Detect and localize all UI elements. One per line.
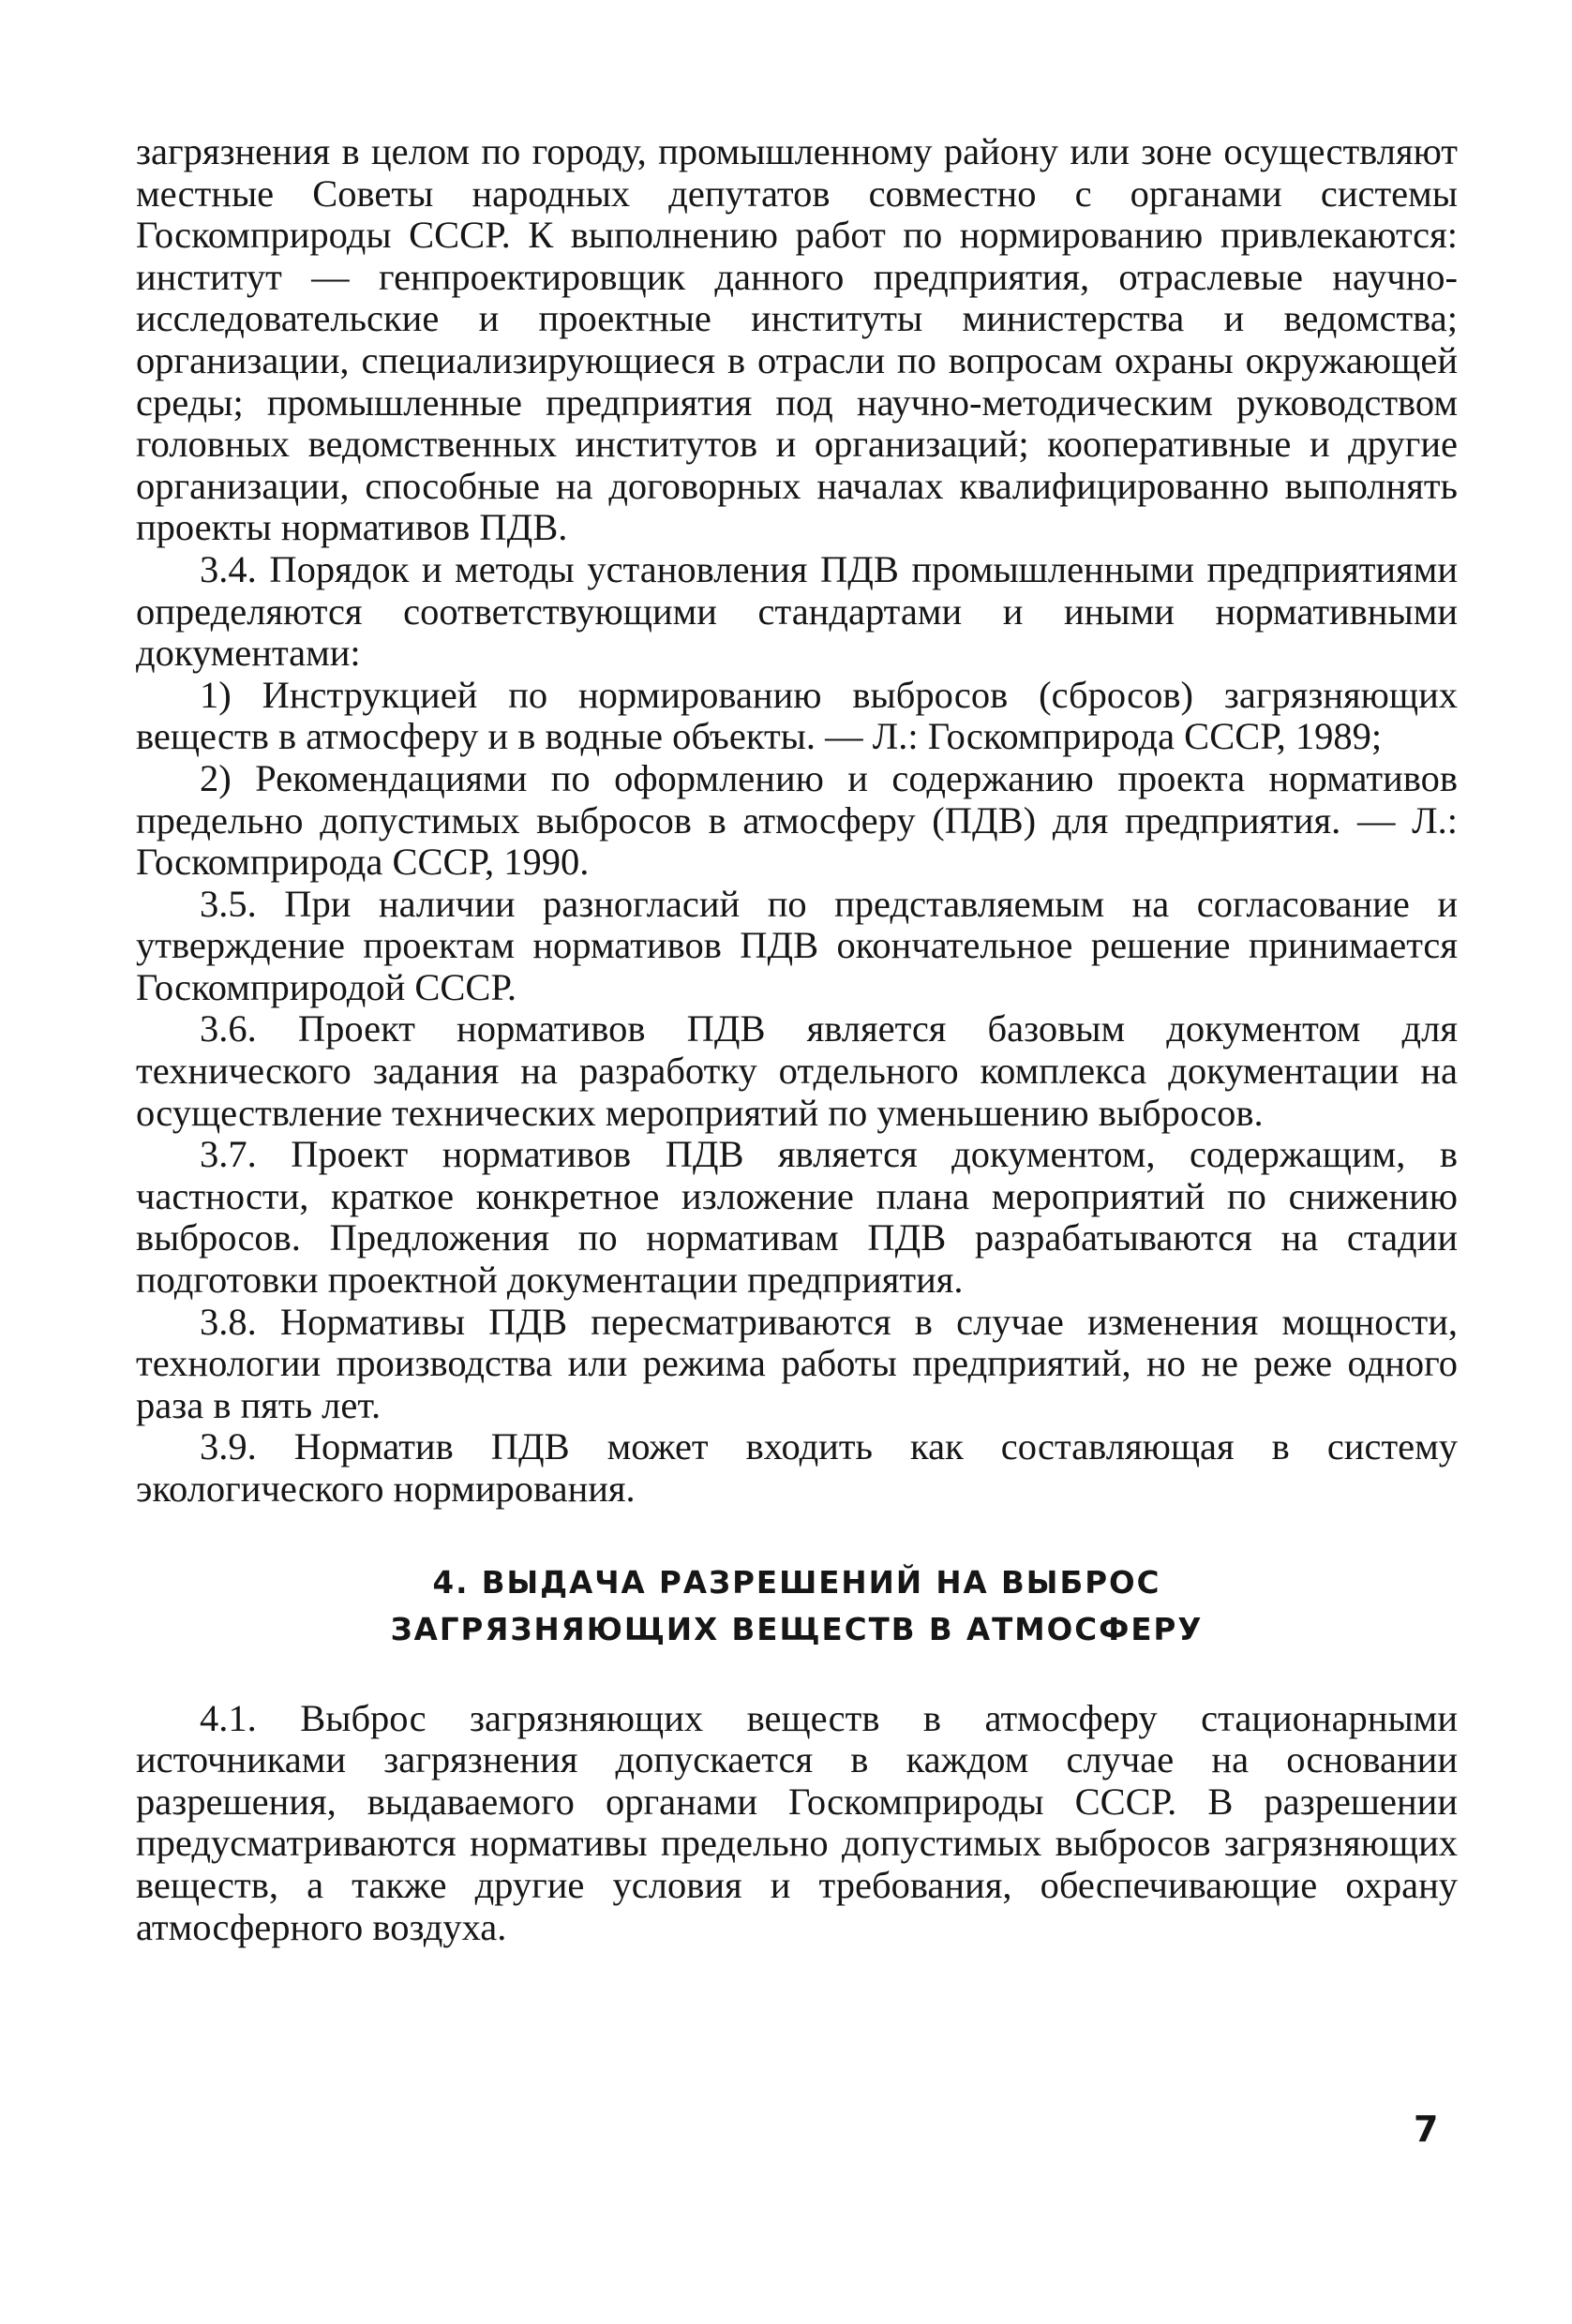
paragraph-3-9: 3.9. Норматив ПДВ может входить как составляющая в систему экологического нормирования.: [136, 1425, 1458, 1510]
paragraph-3-5: 3.5. При наличии разногласий по представляемым на согласование и утверждение проектам нормативов ПДВ окончательное решение принимается Госкомприродой СССР.: [136, 882, 1458, 1008]
section-heading-line-1: 4. ВЫДАЧА РАЗРЕШЕНИЙ НА ВЫБРОС: [432, 1564, 1161, 1601]
paragraph-continuation: загрязнения в целом по городу, промышленному району или зоне осуществляют местные Советы народных депутатов совместно с органами системы Госкомприроды СССР. К выполнению работ по нормированию привлекаются: институт — генпроектировщик данного предприятия, отраслевые научно-исследовательские и проектные институты министерства и ведомства; организации, специализирующиеся в отрасли по вопросам охраны окружающей среды; промышленные предприятия под научно-методическим руководством головных ведомственных институтов и организаций; кооперативные и другие организации, способные на договорных началах квалифицированно выполнять проекты нормативов ПДВ.: [136, 130, 1458, 549]
section-heading-line-2: ЗАГРЯЗНЯЮЩИХ ВЕЩЕСТВ В АТМОСФЕРУ: [390, 1611, 1204, 1647]
page-number: 7: [1414, 2108, 1439, 2150]
section-heading: [136, 1559, 1458, 1653]
paragraph-3-7: 3.7. Проект нормативов ПДВ является документом, содержащим, в частности, краткое конкретное изложение плана мероприятий по снижению выбросов. Предложения по нормативам ПДВ разрабатываются на стадии подготовки проектной документации предприятия.: [136, 1133, 1458, 1302]
list-item-1: 1) Инструкцией по нормированию выбросов (сбросов) загрязняющих веществ в атмосферу и в водные объекты. — Л.: Госкомприрода СССР, 1989;: [136, 673, 1458, 758]
paragraph-4-1: 4.1. Выброс загрязняющих веществ в атмосферу стационарными источниками загрязнения допускается в каждом случае на основании разрешения, выдаваемого органами Госкомприроды СССР. В разрешении предусматриваются нормативы предельно допустимых выбросов загрязняющих веществ, а также другие условия и требования, обеспечивающие охрану атмосферного воздуха.: [136, 1696, 1458, 1948]
list-item-2: 2) Рекомендациями по оформлению и содержанию проекта нормативов предельно допустимых выбросов в атмосферу (ПДВ) для предприятия. — Л.: Госкомприрода СССР, 1990.: [136, 756, 1458, 884]
paragraph-3-8: 3.8. Нормативы ПДВ пересматриваются в случае изменения мощности, технологии производства или режима работы предприятий, но не реже одного раза в пять лет.: [136, 1300, 1458, 1426]
paragraph-3-6: 3.6. Проект нормативов ПДВ является базовым документом для технического задания на разработку отдельного комплекса документации на осуществление технических мероприятий по уменьшению выбросов.: [136, 1007, 1458, 1134]
document-page: [136, 131, 1458, 1948]
paragraph-3-4: 3.4. Порядок и методы установления ПДВ промышленными предприятиями определяются соответствующими стандартами и иными нормативными документами:: [136, 547, 1458, 675]
